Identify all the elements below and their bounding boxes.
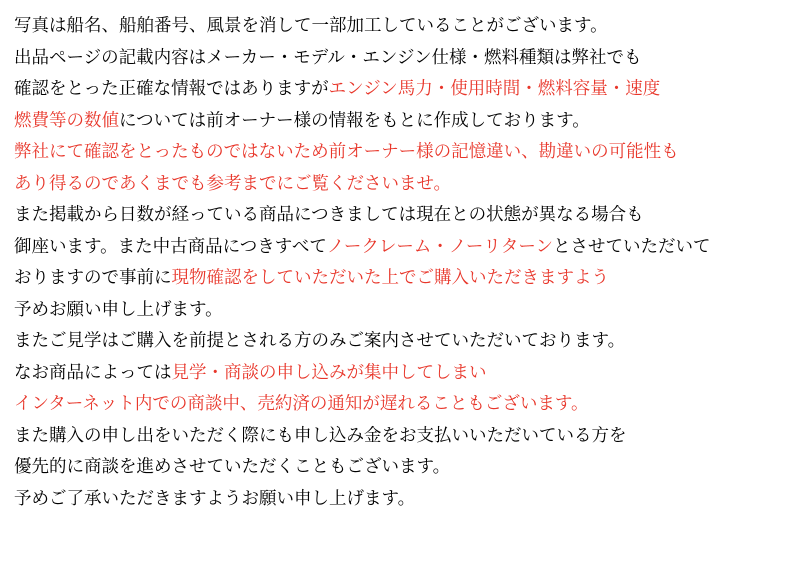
notice-text-emphasis: あり得るのであくまでも参考までにご覧くださいませ。 [14,172,451,193]
notice-text: またご見学はご購入を前提とされる方のみご案内させていただいております。 [14,330,626,350]
notice-text: 出品ページの記載内容はメーカー・モデル・エンジン仕様・燃料種類は弊社でも [14,46,642,67]
notice-text: 確認をとった正確な情報ではありますが [14,78,329,98]
notice-text-emphasis: 現物確認をしていただいた上でご購入いただきますよう [171,267,609,287]
notice-line [14,199,786,231]
notice-text-emphasis: 燃費等の数値 [14,109,119,130]
notice-line [14,231,786,263]
notice-text: なお商品によっては [14,361,172,382]
notice-text-emphasis: 弊社にて確認をとったものではないため前オーナー様の記憶違い、勘違いの可能性も [14,141,679,161]
notice-text: また掲載から日数が経っている商品につきましては現在との状態が異なる場合も [14,204,644,224]
notice-line [14,42,786,74]
notice-text: については前オーナー様の情報をもとに作成しております。 [119,109,590,130]
notice-text: 予めご了承いただきますようお願い申し上げます。 [14,487,416,508]
notice-line [14,357,786,389]
notice-line [14,451,786,483]
notice-line [14,294,786,326]
notice-line [14,168,786,200]
notice-line [14,136,786,168]
notice-line [14,325,786,357]
notice-text-emphasis: インターネット内での商談中、売約済の通知が遅れることもございます。 [14,393,589,413]
notice-line [14,262,786,294]
notice-line [14,10,786,42]
notice-text: 予めお願い申し上げます。 [14,298,223,319]
notice-line [14,483,786,515]
notice-text: おりますので事前に [14,267,172,287]
notice-line [14,420,786,452]
notice-text: 御座います。また中古商品につきすべて [14,235,327,256]
notice-text-emphasis: エンジン馬力・使用時間・燃料容量・速度 [328,78,661,98]
notice-text: 写真は船名、船舶番号、風景を消して一部加工していることがございます。 [14,15,608,35]
notice-text-emphasis: ノークレーム・ノーリターン [326,235,554,256]
notice-line [14,388,786,420]
notice-text-emphasis: 見学・商談の申し込みが集中してしまい [171,361,487,382]
notice-line [14,105,786,137]
notice-line [14,73,786,105]
notice-text: また購入の申し出をいただく際にも申し込み金をお支払いいただいている方を [14,424,627,445]
notice-text: とさせていただいて [553,235,711,256]
notice-text: 優先的に商談を進めさせていただくこともございます。 [14,456,451,476]
